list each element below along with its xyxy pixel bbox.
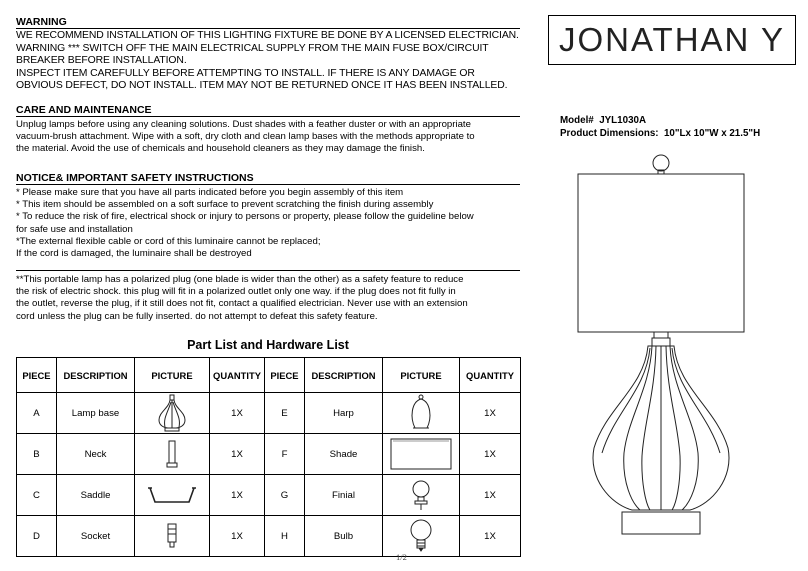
notice-section — [16, 172, 520, 260]
warning-line: BREAKER BEFORE INSTALLATION. — [16, 55, 187, 66]
header-description: DESCRIPTION — [57, 358, 135, 393]
parts-title: Part List and Hardware List — [187, 338, 349, 352]
description-cell: Bulb — [305, 516, 383, 557]
lamp-base-icon — [135, 393, 210, 434]
quantity-cell: 1X — [460, 434, 521, 475]
notice-line: If the cord is damaged, the luminaire shall be destroyed — [16, 248, 252, 260]
description-cell: Finial — [305, 475, 383, 516]
piece-cell: A — [17, 393, 57, 434]
quantity-cell: 1X — [460, 475, 521, 516]
table-row — [17, 475, 521, 516]
description-cell: Neck — [57, 434, 135, 475]
notice-line: * To reduce the risk of fire, electrical shock or injury to persons or property, please follow the guideline below — [16, 211, 474, 223]
description-cell: Socket — [57, 516, 135, 557]
warning-line: WARNING *** SWITCH OFF THE MAIN ELECTRICAL SUPPLY FROM THE MAIN FUSE BOX/CIRCUIT — [16, 42, 489, 54]
plug-line: the risk of electric shock. this plug will fit in a polarized outlet only one way. if the plug does not fit fully in — [16, 286, 456, 298]
notice-line: * Please make sure that you have all parts indicated before you begin assembly of this item — [16, 187, 404, 198]
header-description: DESCRIPTION — [305, 358, 383, 393]
header-piece: PIECE — [265, 358, 305, 393]
header-quantity: QUANTITY — [460, 358, 521, 393]
table-row — [17, 516, 521, 557]
neck-icon — [135, 434, 210, 475]
piece-cell: D — [17, 516, 57, 557]
care-line: Unplug lamps before using any cleaning solutions. Dust shades with a feather duster or with an appropriate — [16, 119, 471, 130]
care-line: the material. Avoid the use of chemicals and household cleaners as they may damage the finish. — [16, 143, 425, 155]
table-row — [17, 393, 521, 434]
care-heading: CARE AND MAINTENANCE — [16, 104, 520, 117]
model-value: JYL1030A — [599, 115, 647, 126]
notice-line: * This item should be assembled on a soft surface to prevent scratching the finish during assembly — [16, 199, 434, 211]
description-cell: Harp — [305, 393, 383, 434]
plug-line: the outlet, reverse the plug, if it still does not fit, contact a qualified electrician. Never use with an extension — [16, 298, 468, 310]
plug-section — [16, 270, 520, 323]
warning-heading: WARNING — [16, 16, 520, 29]
plug-line: cord unless the plug can be fully inserted. do not attempt to defeat this safety feature. — [16, 310, 378, 322]
piece-cell: F — [265, 434, 305, 475]
quantity-cell: 1X — [460, 516, 521, 557]
bulb-icon — [383, 516, 460, 557]
harp-icon — [383, 393, 460, 434]
plug-line: **This portable lamp has a polarized plug (one blade is wider than the other) as a safety feature to reduce — [16, 274, 464, 285]
finial-icon — [383, 475, 460, 516]
page-number: 1/2 — [396, 552, 407, 562]
warning-line: INSPECT ITEM CAREFULLY BEFORE ATTEMPTING TO INSTALL. IF THERE IS ANY DAMAGE OR — [16, 67, 475, 79]
notice-heading: NOTICE& IMPORTANT SAFETY INSTRUCTIONS — [16, 172, 520, 185]
lamp-illustration — [570, 148, 770, 540]
dimensions-value: 10"Lx 10"W x 21.5"H — [663, 127, 761, 139]
piece-cell: E — [265, 393, 305, 434]
care-section — [16, 104, 520, 156]
header-quantity: QUANTITY — [210, 358, 265, 393]
model-label: Model# — [560, 115, 594, 126]
quantity-cell: 1X — [460, 393, 521, 434]
header-picture: PICTURE — [135, 358, 210, 393]
description-cell: Saddle — [57, 475, 135, 516]
piece-cell: B — [17, 434, 57, 475]
warning-line: OBVIOUS DEFECT, DO NOT INSTALL. ITEM MAY NOT BE RETURNED ONCE IT HAS BEEN INSTALLED. — [16, 80, 508, 91]
brand-logo: JONATHAN Y — [548, 15, 796, 65]
table-header-row — [17, 358, 521, 393]
socket-icon — [135, 516, 210, 557]
table-row — [17, 434, 521, 475]
parts-table — [16, 357, 521, 557]
notice-line: *The external flexible cable or cord of this luminaire cannot be replaced; — [16, 235, 321, 247]
warning-line: WE RECOMMEND INSTALLATION OF THIS LIGHTING FIXTURE BE DONE BY A LICENSED ELECTRICIAN. — [16, 30, 519, 41]
piece-cell: H — [265, 516, 305, 557]
notice-line: for safe use and installation — [16, 223, 133, 235]
shade-icon — [383, 434, 460, 475]
header-piece: PIECE — [17, 358, 57, 393]
warning-section — [16, 16, 520, 93]
description-cell: Lamp base — [57, 393, 135, 434]
piece-cell: G — [265, 475, 305, 516]
care-line: vacuum-brush attachment. Wipe with a soft, dry cloth and clean lamp bases with the methods appropriate to — [16, 131, 475, 143]
model-info — [560, 115, 760, 140]
quantity-cell: 1X — [210, 434, 265, 475]
quantity-cell: 1X — [210, 393, 265, 434]
description-cell: Shade — [305, 434, 383, 475]
piece-cell: C — [17, 475, 57, 516]
dimensions-label: Product Dimensions: — [560, 127, 659, 139]
quantity-cell: 1X — [210, 516, 265, 557]
saddle-icon — [135, 475, 210, 516]
header-picture: PICTURE — [383, 358, 460, 393]
quantity-cell: 1X — [210, 475, 265, 516]
